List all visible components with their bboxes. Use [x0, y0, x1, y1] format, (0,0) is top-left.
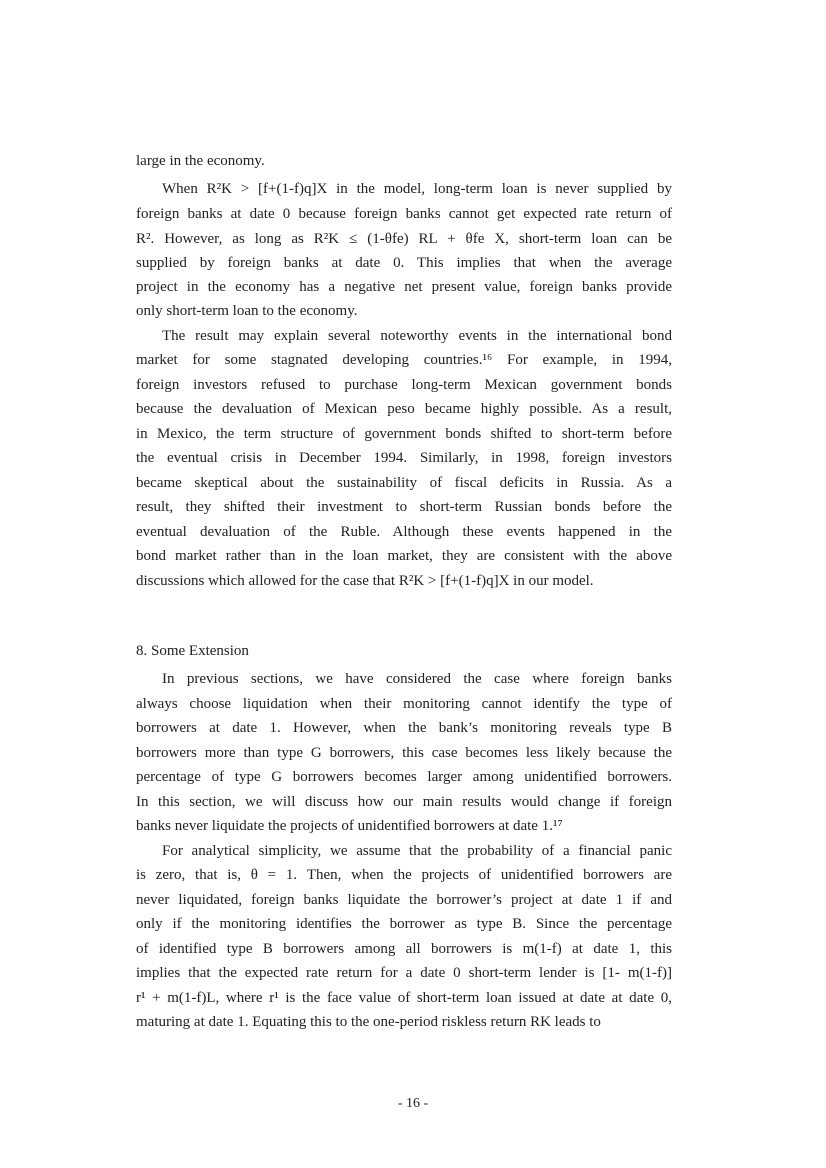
text-line: project in the economy has a negative net present value, foreign banks provide: [136, 279, 672, 295]
text-line: discussions which allowed for the case that R²K > [f+(1-f)q]X in our model.: [136, 573, 594, 589]
text-line: r¹ + m(1-f)L, where r¹ is the face value of short-term loan issued at date at date 0,: [136, 990, 672, 1006]
text-line: the eventual crisis in December 1994. Similarly, in 1998, foreign investors: [136, 450, 672, 466]
text-line: never liquidated, foreign banks liquidate the borrower’s project at date 1 if and: [136, 892, 672, 908]
section-heading: 8. Some Extension: [136, 643, 249, 659]
text-line: because the devaluation of Mexican peso became highly possible. As a result,: [136, 401, 672, 417]
text-line: eventual devaluation of the Ruble. Although these events happened in the: [136, 524, 672, 540]
text-line: of identified type B borrowers among all borrowers is m(1-f) at date 1, this: [136, 941, 672, 957]
text-line: The result may explain several noteworthy events in the international bond: [162, 328, 672, 344]
text-line: market for some stagnated developing countries.¹⁶ For example, in 1994,: [136, 352, 672, 368]
text-line: became skeptical about the sustainability of fiscal deficits in Russia. As a: [136, 475, 672, 491]
text-line: always choose liquidation when their monitoring cannot identify the type of: [136, 696, 672, 712]
text-line: borrowers more than type G borrowers, this case becomes less likely because the: [136, 745, 672, 761]
text-line: only short-term loan to the economy.: [136, 303, 358, 319]
text-line: foreign investors refused to purchase long-term Mexican government bonds: [136, 377, 672, 393]
text-line: only if the monitoring identifies the borrower as type B. Since the percentage: [136, 916, 672, 932]
text-line: maturing at date 1. Equating this to the one-period riskless return RK leads to: [136, 1014, 601, 1030]
text-line: In previous sections, we have considered the case where foreign banks: [162, 671, 672, 687]
text-line: bond market rather than in the loan market, they are consistent with the above: [136, 548, 672, 564]
text-line: percentage of type G borrowers becomes larger among unidentified borrowers.: [136, 769, 672, 785]
text-line: foreign banks at date 0 because foreign banks cannot get expected rate return of: [136, 206, 672, 222]
text-line: implies that the expected rate return for a date 0 short-term lender is [1- m(1-f)]: [136, 965, 672, 981]
text-line: in Mexico, the term structure of government bonds shifted to short-term before: [136, 426, 672, 442]
text-line: is zero, that is, θ = 1. Then, when the projects of unidentified borrowers are: [136, 867, 672, 883]
text-line: For analytical simplicity, we assume that the probability of a financial panic: [162, 843, 672, 859]
text-line: large in the economy.: [136, 153, 265, 169]
page-number: - 16 -: [397, 1096, 429, 1111]
text-line: In this section, we will discuss how our main results would change if foreign: [136, 794, 672, 810]
text-line: result, they shifted their investment to short-term Russian bonds before the: [136, 499, 672, 515]
text-line: supplied by foreign banks at date 0. This implies that when the average: [136, 255, 672, 271]
text-line: R². However, as long as R²K ≤ (1-θfe) RL + θfe X, short-term loan can be: [136, 231, 672, 247]
text-line: When R²K > [f+(1-f)q]X in the model, long-term loan is never supplied by: [162, 181, 672, 197]
text-line: borrowers at date 1. However, when the bank’s monitoring reveals type B: [136, 720, 672, 736]
text-line: banks never liquidate the projects of unidentified borrowers at date 1.¹⁷: [136, 818, 563, 834]
